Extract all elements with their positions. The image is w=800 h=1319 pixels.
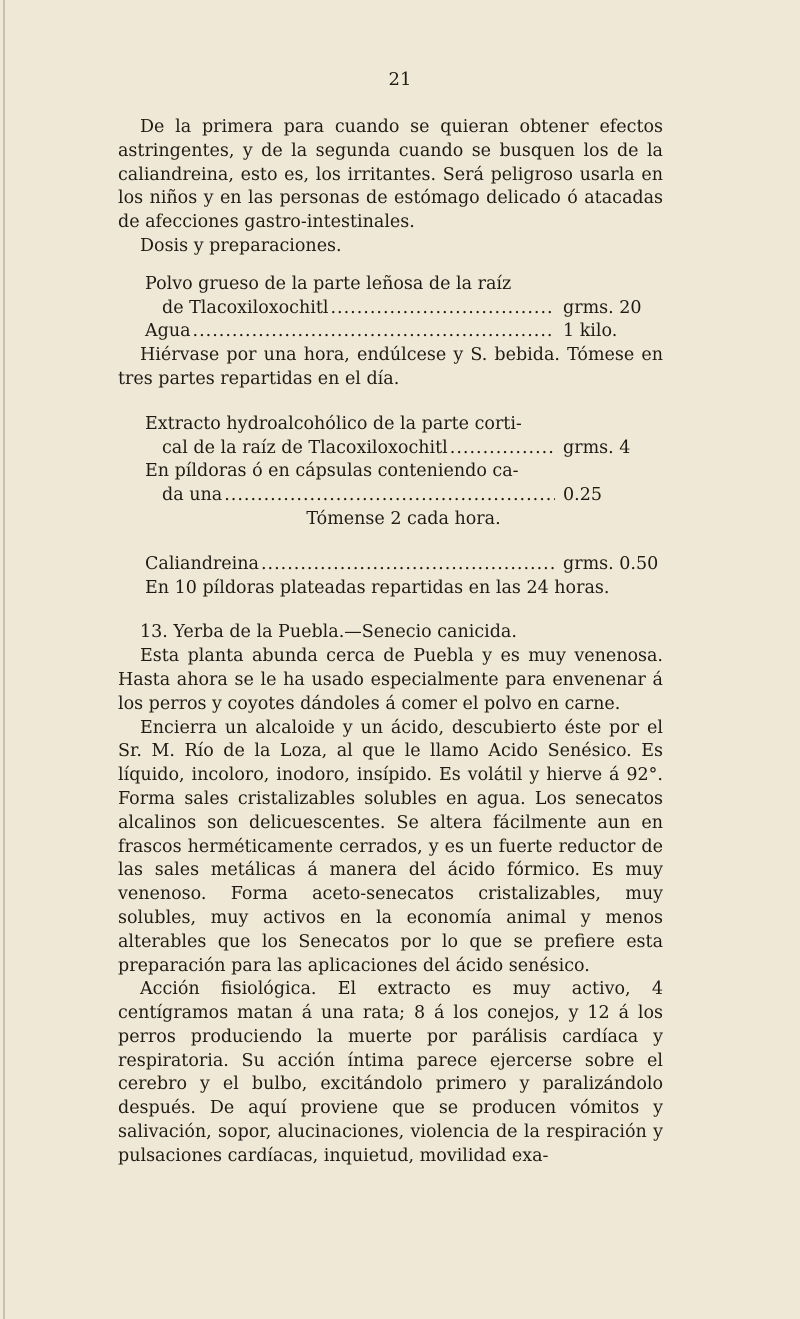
dot-leader	[450, 437, 555, 461]
recipe-2-line-2: En píldoras ó en cápsulas conteniendo ca-	[145, 461, 519, 482]
item-quantity: grms. 4	[563, 437, 631, 458]
recipe-2-item-1	[118, 437, 663, 461]
recipe-2-item-2	[118, 484, 663, 508]
dot-leader	[261, 553, 555, 577]
item-label: cal de la raíz de Tlacoxiloxochitl	[162, 437, 448, 458]
recipe-3-item-1	[118, 553, 663, 577]
dot-leader	[193, 320, 555, 344]
intro-paragraph: De la primera para cuando se quieran obtener efectos astringentes, y de la segunda cuando se busquen los de la caliandreina, esto es, los irritantes. Será peligroso usarla en los niños y en las personas de estómago delicado ó atacadas de afecciones gastro-intestinales.	[118, 117, 663, 233]
dot-leader	[330, 297, 555, 321]
section-13-heading: 13. Yerba de la Puebla.—Senecio canicida.	[140, 622, 517, 643]
recipe-3	[118, 553, 663, 601]
recipe-2-instructions: Tómense 2 cada hora.	[306, 508, 501, 529]
section-13-paragraph-2: Encierra un alcaloide y un ácido, descubierto éste por el Sr. M. Río de la Loza, al que le llamo Acido Senésico. Es líquido, incoloro, inodoro, insípido. Es volátil y hierve á 92°. Forma sales cristalizables solubles en agua. Los senecatos alcalinos son delicuescentes. Se altera fácilmente aun en frascos herméticamente cerrados, y es un fuerte reductor de las sales metálicas á manera del ácido fórmico. Es muy venenoso. Forma aceto-senecatos cristalizables, muy solubles, muy activos en la economía animal y menos alterables que los Senecatos por lo que se prefiere esta preparación para las aplicaciones del ácido senésico.	[118, 717, 663, 976]
page-edge-shadow	[3, 0, 5, 1319]
section-13	[118, 621, 663, 1168]
recipe-2-line: Extracto hydroalcohólico de la parte corti-	[145, 413, 522, 434]
recipe-1-instructions: Hiérvase por una hora, endúlcese y S. bebida. Tómese en tres partes repartidas en el día.	[118, 345, 663, 389]
recipe-1-line: Polvo grueso de la parte leñosa de la raíz	[145, 273, 512, 294]
page-body	[118, 116, 663, 1169]
item-label: da una	[162, 485, 223, 506]
item-label: de Tlacoxiloxochitl	[162, 297, 329, 318]
item-label: Agua	[145, 321, 191, 342]
recipe-1	[118, 273, 663, 392]
section-13-paragraph-1: Esta planta abunda cerca de Puebla y es muy venenosa. Hasta ahora se le ha usado especialmente para envenenar á los perros y coyotes dándoles á comer el polvo en carne.	[118, 646, 663, 714]
item-quantity: grms. 0.50	[563, 553, 659, 574]
item-quantity: 0.25	[563, 485, 602, 506]
recipe-1-item-2	[118, 320, 663, 344]
item-quantity: grms. 20	[563, 297, 642, 318]
item-label: Caliandreina	[145, 553, 259, 574]
dosis-heading: Dosis y preparaciones.	[140, 235, 342, 256]
recipe-1-item-1	[118, 297, 663, 321]
recipe-3-instructions: En 10 píldoras plateadas repartidas en las 24 horas.	[145, 577, 610, 598]
recipe-2	[118, 413, 663, 532]
item-quantity: 1 kilo.	[563, 321, 618, 342]
page-number: 21	[388, 69, 412, 90]
dot-leader	[224, 484, 555, 508]
section-13-paragraph-3: Acción fisiológica. El extracto es muy activo, 4 centígramos matan á una rata; 8 á los conejos, y 12 á los perros produciendo la muerte por parálisis cardíaca y respiratoria. Su acción íntima parece ejercerse sobre el cerebro y el bulbo, excitándolo primero y paralizándolo después. De aquí proviene que se producen vómitos y salivación, sopor, alucinaciones, violencia de la respiración y pulsaciones cardíacas, inquietud, movilidad exa-	[118, 979, 663, 1166]
